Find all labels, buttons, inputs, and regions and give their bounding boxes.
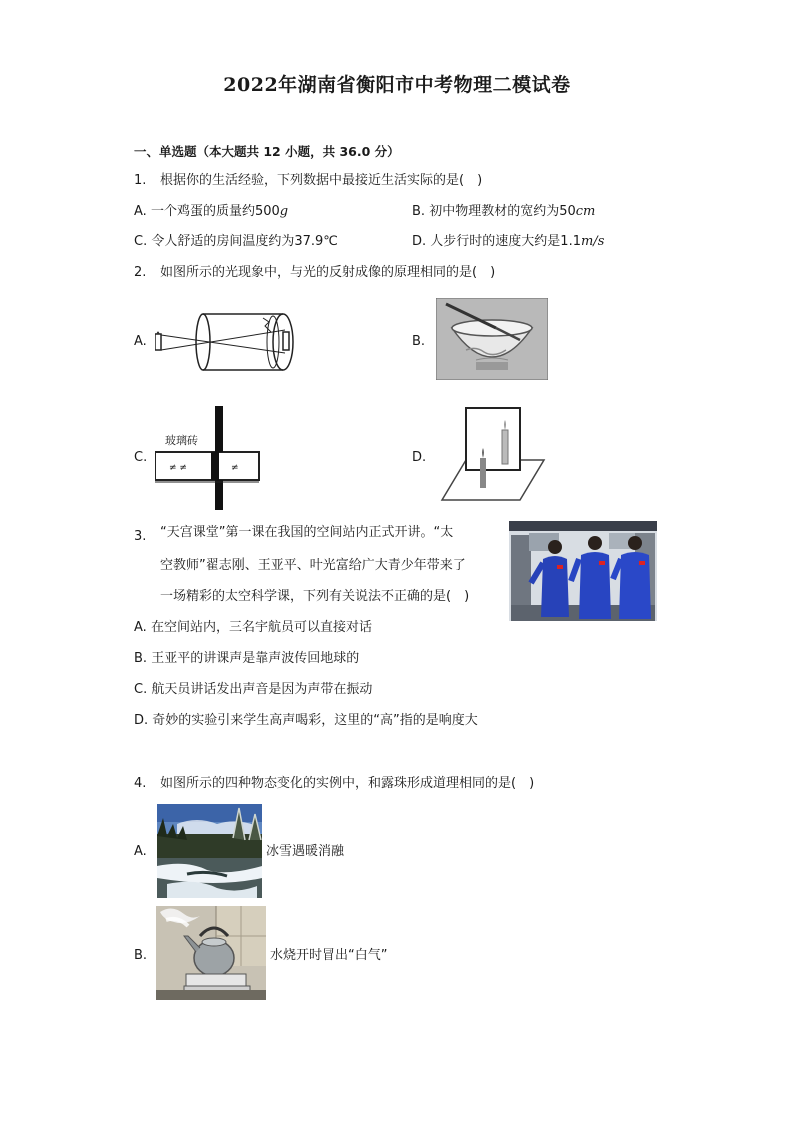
svg-text:≠ ≠: ≠ ≠ [169, 463, 187, 473]
q1-option-b[interactable] [412, 202, 595, 222]
q2-option-d-letter[interactable]: D. [412, 450, 427, 465]
q2-option-b-letter[interactable]: B. [412, 334, 426, 349]
q4-option-b-letter[interactable]: B. [134, 948, 148, 963]
q1-option-a[interactable] [134, 202, 288, 222]
question-3-stem-line-2: 空教师”翟志刚、王亚平、叶光富给广大青少年带来了 [160, 558, 466, 573]
q4-option-a-letter[interactable]: A. [134, 844, 147, 859]
option-unit: cm [575, 204, 596, 219]
q3-option-b[interactable] [134, 649, 359, 669]
option-letter: C. [134, 234, 148, 249]
q3-option-c[interactable] [134, 680, 372, 700]
q4-option-b-text: 水烧开时冒出“白气” [270, 948, 388, 963]
option-letter: B. [134, 651, 148, 666]
question-2-stem: 如图所示的光现象中，与光的反射成像的原理相同的是( ) [160, 265, 496, 280]
option-letter: D. [134, 713, 149, 728]
option-letter: C. [134, 682, 148, 697]
q2-option-a-letter[interactable]: A. [134, 334, 147, 349]
question-2-number: 2. [134, 265, 147, 280]
question-3-number: 3. [134, 529, 147, 544]
q4-option-a-text: 冰雪遇暖消融 [266, 844, 345, 859]
option-text: 人步行时的速度大约是1.1 [430, 234, 581, 249]
q2-option-c-letter[interactable]: C. [134, 450, 148, 465]
question-4-stem: 如图所示的四种物态变化的实例中，和露珠形成道理相同的是( ) [160, 776, 535, 791]
question-1-stem: 根据你的生活经验，下列数据中最接近生活实际的是( ) [160, 173, 483, 188]
option-letter: A. [134, 204, 147, 219]
page-title: 2022年湖南省衡阳市中考物理二模试卷 [223, 74, 571, 96]
melting-snow-photo[interactable] [157, 804, 262, 898]
question-4-number: 4. [134, 776, 147, 791]
boiling-kettle-photo[interactable] [156, 906, 266, 1000]
option-unit: m/s [580, 234, 605, 249]
q3-option-d[interactable] [134, 711, 478, 731]
option-text: 令人舒适的房间温度约为37.9℃ [151, 234, 338, 249]
question-1-number: 1. [134, 173, 147, 188]
option-letter: B. [412, 204, 426, 219]
astronauts-photo[interactable] [509, 521, 657, 621]
mirror-candles-figure[interactable] [436, 406, 548, 506]
question-3-stem-line-1: “天宫课堂”第一课在我国的空间站内正式开讲。“太 [160, 525, 454, 540]
option-text: 初中物理教材的宽约为50 [429, 204, 576, 219]
option-text: 在空间站内，三名宇航员可以直接对话 [150, 620, 372, 635]
q1-option-d[interactable] [412, 232, 604, 252]
option-text: 航天员讲话发出声音是因为声带在振动 [151, 682, 373, 697]
glass-brick-label: 玻璃砖 [165, 434, 198, 447]
q3-option-a[interactable] [134, 618, 372, 638]
glass-brick-figure[interactable] [155, 406, 265, 510]
option-letter: D. [412, 234, 427, 249]
pinhole-camera-figure[interactable] [155, 308, 305, 374]
option-letter: A. [134, 620, 147, 635]
q1-option-c[interactable] [134, 232, 338, 252]
question-3-stem-line-3: 一场精彩的太空科学课，下列有关说法不正确的是( ) [160, 589, 470, 604]
option-text: 奇妙的实验引来学生高声喝彩，这里的“高”指的是响度大 [152, 713, 478, 728]
option-text: 一个鸡蛋的质量约500 [150, 204, 280, 219]
svg-text:≠: ≠ [231, 463, 239, 473]
section-heading: 一、单选题（本大题共 12 小题，共 36.0 分） [134, 144, 400, 159]
bowl-chopstick-figure[interactable] [436, 298, 548, 380]
option-unit: g [279, 204, 289, 219]
option-text: 王亚平的讲课声是靠声波传回地球的 [151, 651, 360, 666]
